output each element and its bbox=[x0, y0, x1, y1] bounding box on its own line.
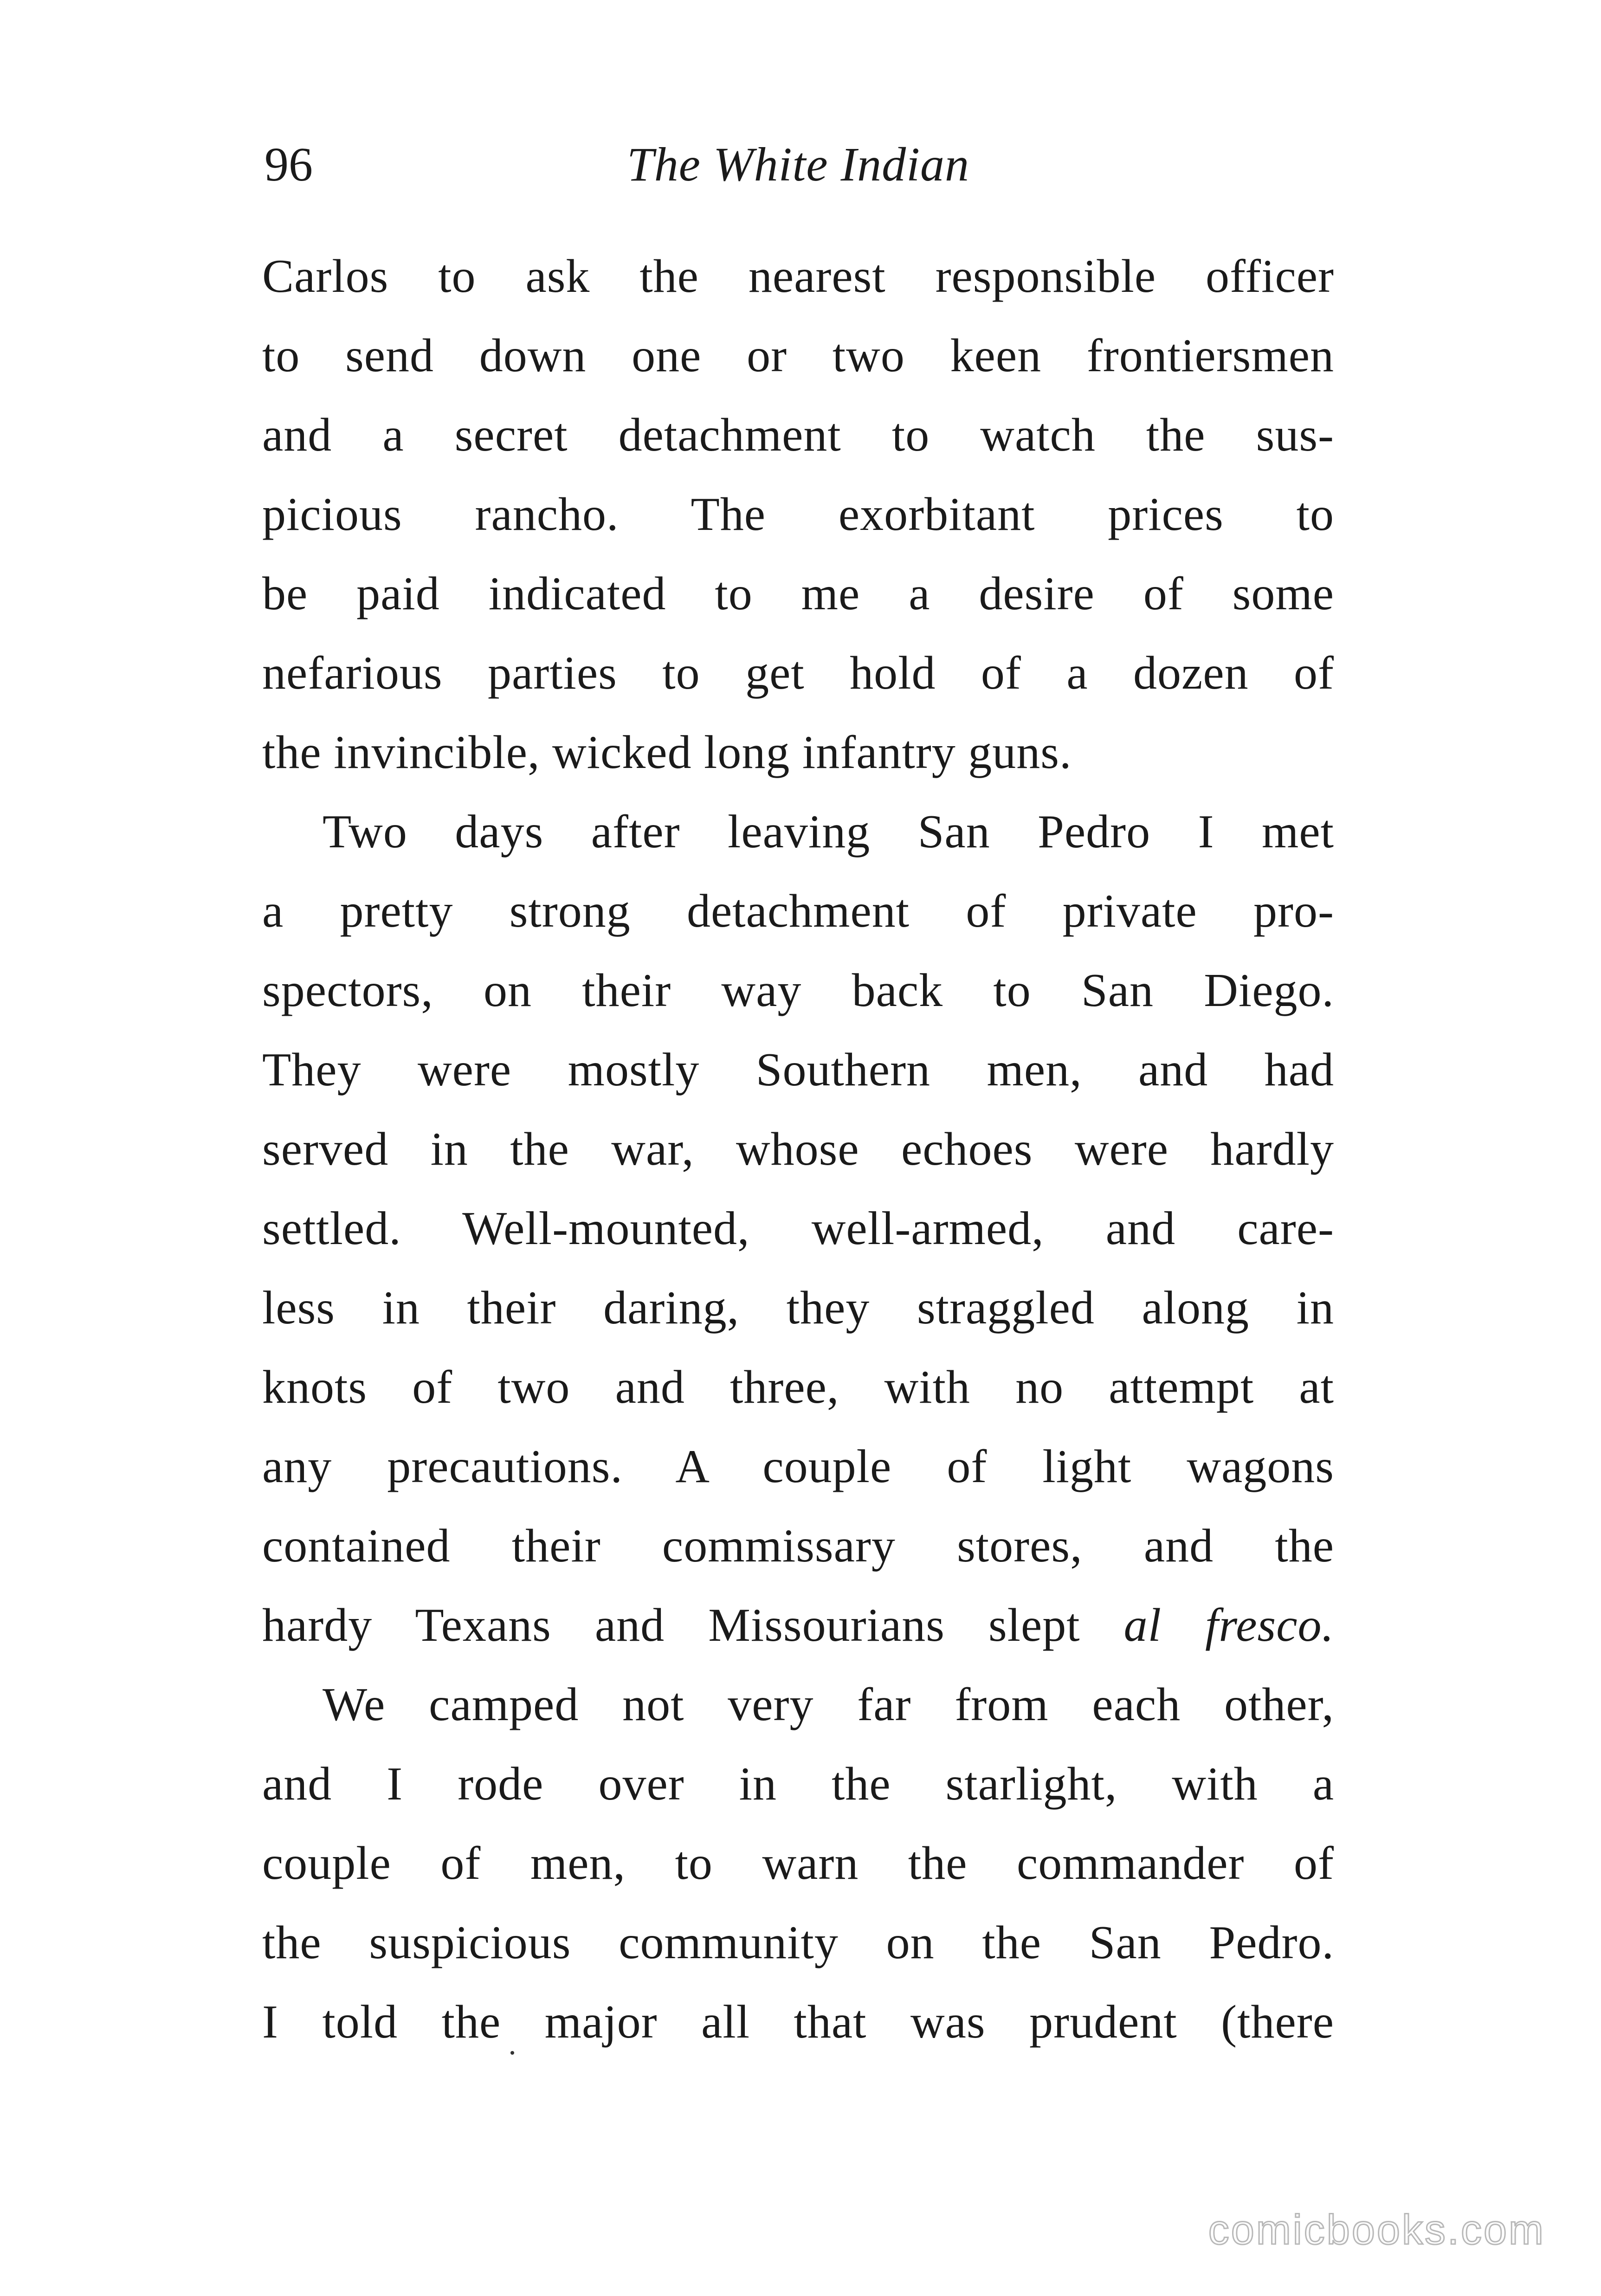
text-line: and I rode over in the starlight, with a bbox=[262, 1758, 1334, 1810]
text-line: nefarious parties to get hold of a dozen of bbox=[262, 647, 1334, 699]
text-line: couple of men, to warn the commander of bbox=[262, 1837, 1334, 1890]
text-line-prefix: hardy Texans and Missourians slept bbox=[262, 1599, 1124, 1651]
italic-phrase: al fresco. bbox=[1123, 1599, 1334, 1651]
text-line: and a secret detachment to watch the sus- bbox=[262, 409, 1334, 461]
text-line: knots of two and three, with no attempt at bbox=[262, 1361, 1334, 1413]
page-number: 96 bbox=[265, 138, 313, 191]
text-line: served in the war, whose echoes were hardly bbox=[262, 1123, 1334, 1175]
text-line: contained their commissary stores, and the bbox=[262, 1520, 1334, 1572]
text-line: I told the major all that was prudent (there bbox=[262, 1996, 1334, 2048]
text-line: They were mostly Southern men, and had bbox=[262, 1044, 1334, 1096]
text-line-last bbox=[262, 1586, 1334, 1665]
text-line: the invincible, wicked long infantry guns. bbox=[262, 726, 1072, 779]
text-line: We camped not very far from each other, bbox=[323, 1678, 1334, 1731]
text-line: to send down one or two keen frontiersmen bbox=[262, 329, 1334, 382]
watermark: comicbooks.com bbox=[1208, 2207, 1545, 2253]
text-line: picious rancho. The exorbitant prices to bbox=[262, 488, 1334, 541]
text-line: Carlos to ask the nearest responsible officer bbox=[262, 250, 1334, 303]
ink-speck bbox=[510, 2051, 514, 2055]
text-line: a pretty strong detachment of private pro- bbox=[262, 885, 1334, 937]
text-line: settled. Well-mounted, well-armed, and care- bbox=[262, 1202, 1334, 1255]
text-line: Two days after leaving San Pedro I met bbox=[323, 806, 1334, 858]
text-line: spectors, on their way back to San Diego. bbox=[262, 964, 1334, 1017]
running-head bbox=[265, 130, 1332, 200]
running-title: The White Indian bbox=[626, 138, 970, 191]
text-line: the suspicious community on the San Pedro. bbox=[262, 1916, 1334, 1969]
text-line: any precautions. A couple of light wagons bbox=[262, 1440, 1334, 1493]
text-line: less in their daring, they straggled along in bbox=[262, 1282, 1334, 1334]
text-line: be paid indicated to me a desire of some bbox=[262, 568, 1334, 620]
body-text bbox=[262, 237, 1334, 2062]
